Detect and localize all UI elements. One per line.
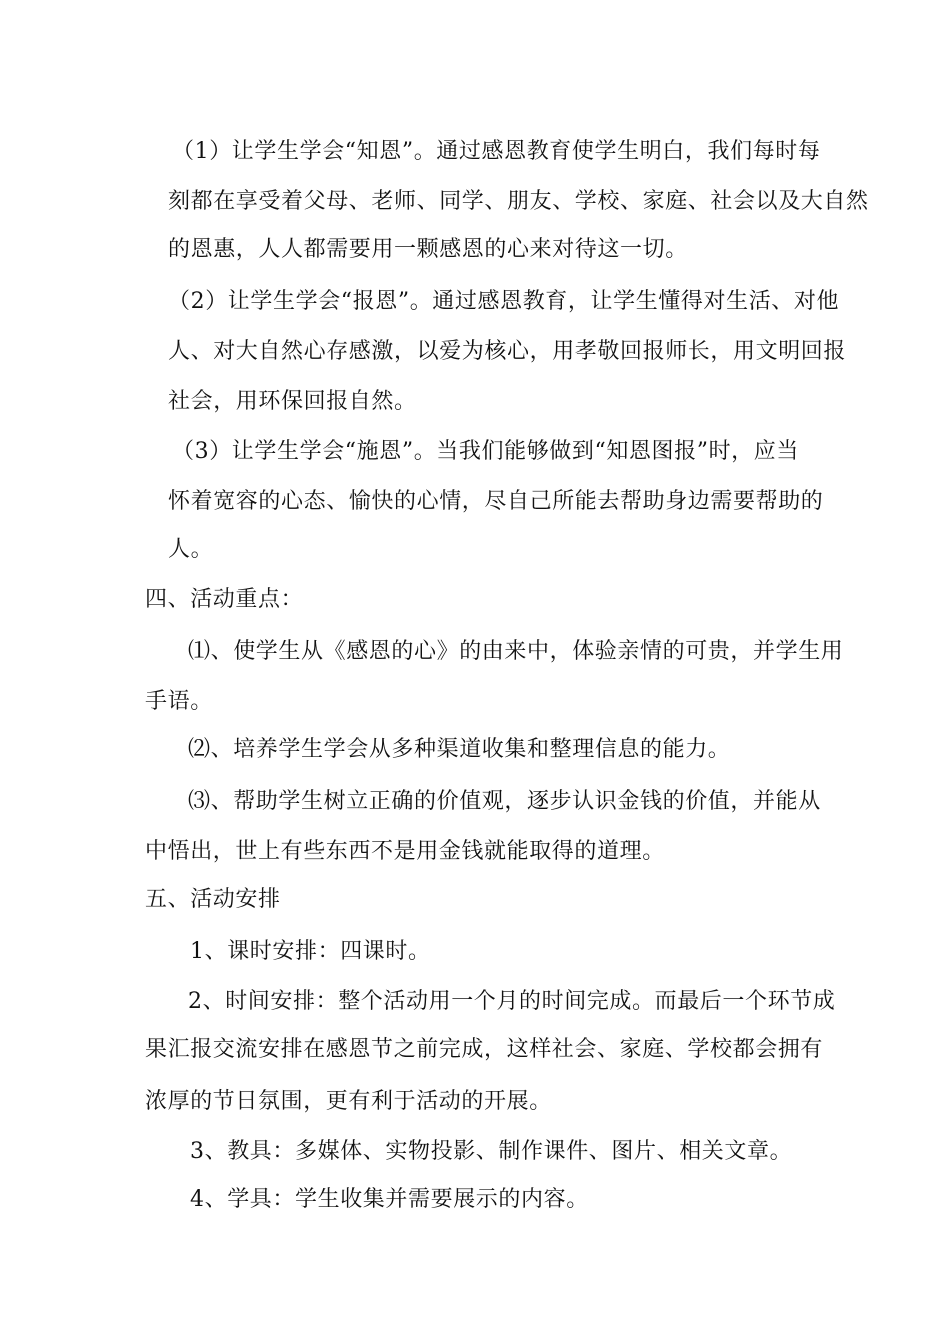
- objective-3-line-3: 人。: [168, 537, 214, 562]
- objective-1-line-3: 的恩惠，人人都需要用一颗感恩的心来对待这一切。: [168, 237, 688, 262]
- arrangement-item-3: 3、教具：多媒体、实物投影、制作课件、图片、相关文章。: [190, 1139, 793, 1164]
- key-point-1-line-1: ⑴、使学生从《感恩的心》的由来中，体验亲情的可贵，并学生用: [188, 639, 844, 664]
- key-point-1-line-2: 手语。: [145, 689, 213, 714]
- section-heading-key-points: 四、活动重点：: [145, 587, 304, 612]
- arrangement-item-2-line-1: 2、时间安排：整个活动用一个月的时间完成。而最后一个环节成: [188, 989, 836, 1014]
- key-point-3-line-2: 中悟出，世上有些东西不是用金钱就能取得的道理。: [145, 839, 665, 864]
- arrangement-item-1: 1、课时安排：四课时。: [190, 939, 431, 964]
- arrangement-item-2-line-3: 浓厚的节日氛围，更有利于活动的开展。: [145, 1089, 552, 1114]
- section-heading-arrangement: 五、活动安排: [145, 887, 281, 912]
- arrangement-item-4: 4、学具：学生收集并需要展示的内容。: [190, 1187, 589, 1212]
- objective-3-line-2: 怀着宽容的心态、愉快的心情，尽自己所能去帮助身边需要帮助的: [168, 489, 824, 514]
- key-point-3-line-1: ⑶、帮助学生树立正确的价值观，逐步认识金钱的价值，并能从: [188, 789, 821, 814]
- objective-1-line-1: （1）让学生学会“知恩”。通过感恩教育使学生明白，我们每时每: [172, 139, 821, 164]
- objective-2-line-2: 人、对大自然心存感激，以爱为核心，用孝敬回报师长，用文明回报: [168, 339, 847, 364]
- objective-3-line-1: （3）让学生学会“施恩”。当我们能够做到“知恩图报”时，应当: [172, 439, 799, 464]
- objective-2-line-3: 社会，用环保回报自然。: [168, 389, 417, 414]
- objective-2-line-1: （2）让学生学会“报恩”。通过感恩教育，让学生懂得对生活、对他: [168, 289, 840, 314]
- arrangement-item-2-line-2: 果汇报交流安排在感恩节之前完成，这样社会、家庭、学校都会拥有: [145, 1037, 824, 1062]
- objective-1-line-2: 刻都在享受着父母、老师、同学、朋友、学校、家庭、社会以及大自然: [168, 189, 869, 214]
- key-point-2: ⑵、培养学生学会从多种渠道收集和整理信息的能力。: [188, 737, 731, 762]
